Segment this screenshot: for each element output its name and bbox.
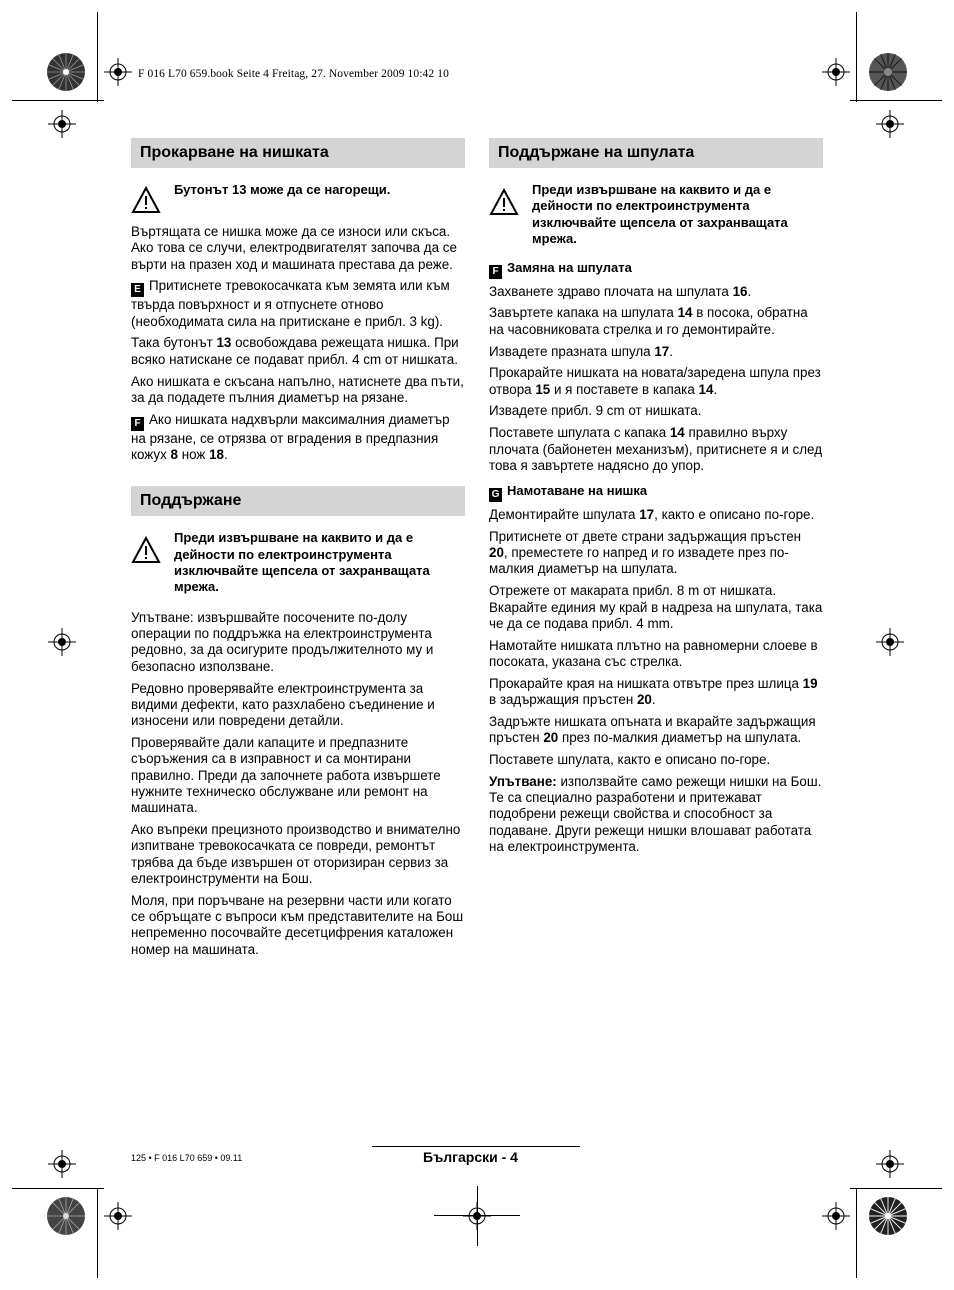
text: правилно върху плочата (байонетен механизъм), притиснете я и след това я завъртете надясно до упор.: [489, 425, 823, 473]
crop-line: [477, 1186, 478, 1246]
paragraph: Въртящата се нишка може да се износи или скъса. Ако това се случи, електродвигателят започва да се върти на празен ход и машината престава да реже.: [131, 224, 457, 272]
text: Притиснете от двете страни задържащия пръстен: [489, 528, 802, 544]
ref-number: 8: [170, 446, 178, 462]
text: Задръжте нишката опъната и вкарайте задържащия пръстен: [489, 713, 816, 746]
subheading-text: Намотаване на нишка: [507, 483, 648, 499]
warning-text: Бутонът 13 може да се нагорещи.: [174, 182, 391, 197]
crop-line: [856, 1188, 857, 1278]
paragraph: [489, 774, 823, 855]
footer-code: 125 • F 016 L70 659 • 09.11: [131, 1153, 243, 1163]
paragraph: Ако въпреки прецизното производство и внимателно изпитване тревокосачката се повреди, ремонтът трябва да бъде извършен от оторизиран сервиз за електроинструменти на Бош.: [131, 821, 461, 886]
paragraph: Извадете прибл. 9 cm от нишката.: [489, 403, 702, 419]
ref-number: 14: [698, 381, 714, 397]
crop-line: [12, 100, 104, 101]
color-wheel-icon: [46, 1196, 86, 1236]
ref-number: 14: [669, 425, 685, 441]
section-heading: Прокарване на нишката: [131, 138, 465, 168]
warning-block: [131, 530, 465, 596]
warning-block: [489, 182, 823, 248]
text: в посока, обратна на часовниковата стрелка и го демонтирайте.: [489, 305, 808, 337]
crop-line: [856, 12, 857, 102]
registration-mark-icon: [876, 628, 904, 656]
subheading: [489, 260, 823, 279]
registration-mark-icon: [876, 1150, 904, 1178]
text: Ако нишката надхвърли максималния диаметър на рязане, се отрязва от вградения в предпазния кожух: [131, 411, 450, 462]
ref-number: 19: [802, 675, 818, 691]
figure-label: E: [131, 283, 144, 297]
crop-line: [12, 1188, 104, 1189]
paragraph: Упътване: извършвайте посочените по-долу операции по поддръжка на електроинструмента редовно, за да осигурите продължителното му и безопасно използване.: [131, 609, 434, 674]
paragraph: Намотайте нишката плътно на равномерни слоеве в посоката, указана със стрелка.: [489, 637, 818, 669]
text: , както е описано по-горе.: [654, 507, 815, 523]
color-wheel-icon: [868, 1196, 908, 1236]
warning-triangle-icon: [489, 188, 519, 220]
ref-number: 15: [535, 381, 551, 397]
paragraph: [489, 714, 823, 747]
note-label: Упътване:: [489, 773, 557, 789]
page-number: Български - 4: [423, 1149, 518, 1165]
text: Прокарайте нишката на новата/заредена шпула през отвора: [489, 365, 821, 397]
footer-rule: [372, 1146, 580, 1147]
registration-mark-icon: [822, 58, 850, 86]
text: .: [747, 283, 752, 299]
text: , преместете го напред и го извадете през по-малкия диаметър на шпулата.: [489, 545, 789, 577]
warning-triangle-icon: [131, 536, 161, 568]
text: .: [223, 446, 228, 462]
crop-line: [97, 1188, 98, 1278]
ref-number: 14: [677, 305, 693, 321]
text: Поставете шпулата с капака: [489, 425, 670, 441]
paragraph: Поставете шпулата, както е описано по-горе.: [489, 751, 771, 767]
paragraph: [489, 425, 823, 474]
crop-line: [97, 12, 98, 102]
subheading: [489, 483, 823, 502]
text: .: [651, 692, 656, 708]
ref-number: 16: [732, 283, 748, 299]
section-heading: Поддържане на шпулата: [489, 138, 823, 168]
ref-number: 20: [636, 692, 652, 708]
registration-mark-icon: [48, 628, 76, 656]
text: Така бутонът: [131, 335, 217, 351]
paragraph: [489, 365, 823, 398]
paragraph: Редовно проверявайте електроинструмента за видими дефекти, като разхлабено съединение и износени или повредени детайли.: [131, 680, 435, 729]
paragraph: [489, 305, 823, 338]
text: освобождава режещата нишка. При всяко натискане се подават прибл. 4 cm от нишката.: [131, 335, 459, 367]
registration-mark-icon: [48, 110, 76, 138]
paragraph: [489, 507, 823, 523]
text: Демонтирайте шпулата: [489, 507, 640, 523]
crop-line: [850, 1188, 942, 1189]
text: .: [713, 381, 718, 397]
ref-number: 17: [639, 507, 655, 523]
warning-block: [131, 182, 465, 210]
text: .: [669, 343, 673, 359]
warning-triangle-icon: [131, 186, 161, 218]
paragraph: [131, 278, 465, 330]
paragraph-text: Притиснете тревокосачката към земята или към твърда повърхност и я отпуснете отново (необходимата сила на притискане е прибл. 3 kg).: [131, 278, 450, 329]
crop-line: [850, 100, 942, 101]
left-column: [131, 138, 465, 963]
paragraph: Проверявайте дали капаците и предпазните съоръжения са в изправност и са монтирани правилно. Преди да започнете работа извършете нужните техническо обслужване или ремонт на машината.: [131, 734, 441, 816]
registration-mark-icon: [822, 1202, 850, 1230]
text: Завъртете капака на шпулата: [489, 305, 678, 321]
text: Извадете празната шпула: [489, 343, 655, 359]
text: Захванете здраво плочата на шпулата: [489, 283, 733, 299]
figure-label: F: [489, 265, 502, 279]
text: в задържащия пръстен: [489, 692, 637, 708]
subheading-text: Замяна на шпулата: [507, 259, 632, 275]
paragraph: Моля, при поръчване на резервни части или когато се обръщате с въпроси към представителите на Бош непременно посочвайте десетцифрения каталожен номер на машината.: [131, 892, 464, 957]
ref-number: 20: [489, 545, 504, 561]
warning-text: Преди извършване на каквито и да е дейности по електроинструмента изключвайте щепсела от захранващата мрежа.: [532, 182, 788, 247]
registration-mark-icon: [876, 110, 904, 138]
ref-number: 17: [654, 343, 670, 359]
registration-mark-icon: [104, 58, 132, 86]
figure-label: G: [489, 488, 502, 502]
color-wheel-icon: [868, 52, 908, 92]
text: през по-малкия диаметър на шпулата.: [558, 730, 802, 746]
ref-number: 20: [543, 730, 559, 746]
paragraph: Отрежете от макарата прибл. 8 m от нишката. Вкарайте единия му край в надреза на шпулата, така че да се подава прибл. 4 mm.: [489, 583, 823, 631]
print-info: F 016 L70 659.book Seite 4 Freitag, 27. November 2009 10:42 10: [138, 68, 449, 80]
ref-number: 13: [216, 335, 232, 351]
paragraph: [489, 344, 823, 360]
paragraph: Ако нишката е скъсана напълно, натиснете два пъти, за да подадете пълния диаметър на рязане.: [131, 373, 464, 405]
figure-label: F: [131, 417, 144, 431]
paragraph: [489, 676, 823, 709]
paragraph: [489, 284, 823, 300]
text: Прокарайте края на нишката отвътре през шлица: [489, 675, 803, 691]
paragraph: [131, 412, 465, 464]
right-column: [489, 138, 823, 861]
paragraph: [489, 529, 823, 578]
registration-mark-icon: [48, 1150, 76, 1178]
text: нож: [177, 446, 210, 462]
warning-text: Преди извършване на каквито и да е дейности по електроинструмента изключвайте щепсела от захранващата мрежа.: [174, 530, 430, 595]
paragraph: [131, 335, 465, 368]
ref-number: 18: [209, 446, 224, 462]
text: и я поставете в капака: [550, 381, 699, 397]
section-heading: Поддържане: [131, 486, 465, 516]
registration-mark-icon: [104, 1202, 132, 1230]
text: използвайте само режещи нишки на Бош. Те са специално разработени и притежават подобрени режещи свойства и способност за подаване. Други режещи нишки влошават работата на електроинструмента.: [489, 773, 822, 854]
color-wheel-icon: [46, 52, 86, 92]
